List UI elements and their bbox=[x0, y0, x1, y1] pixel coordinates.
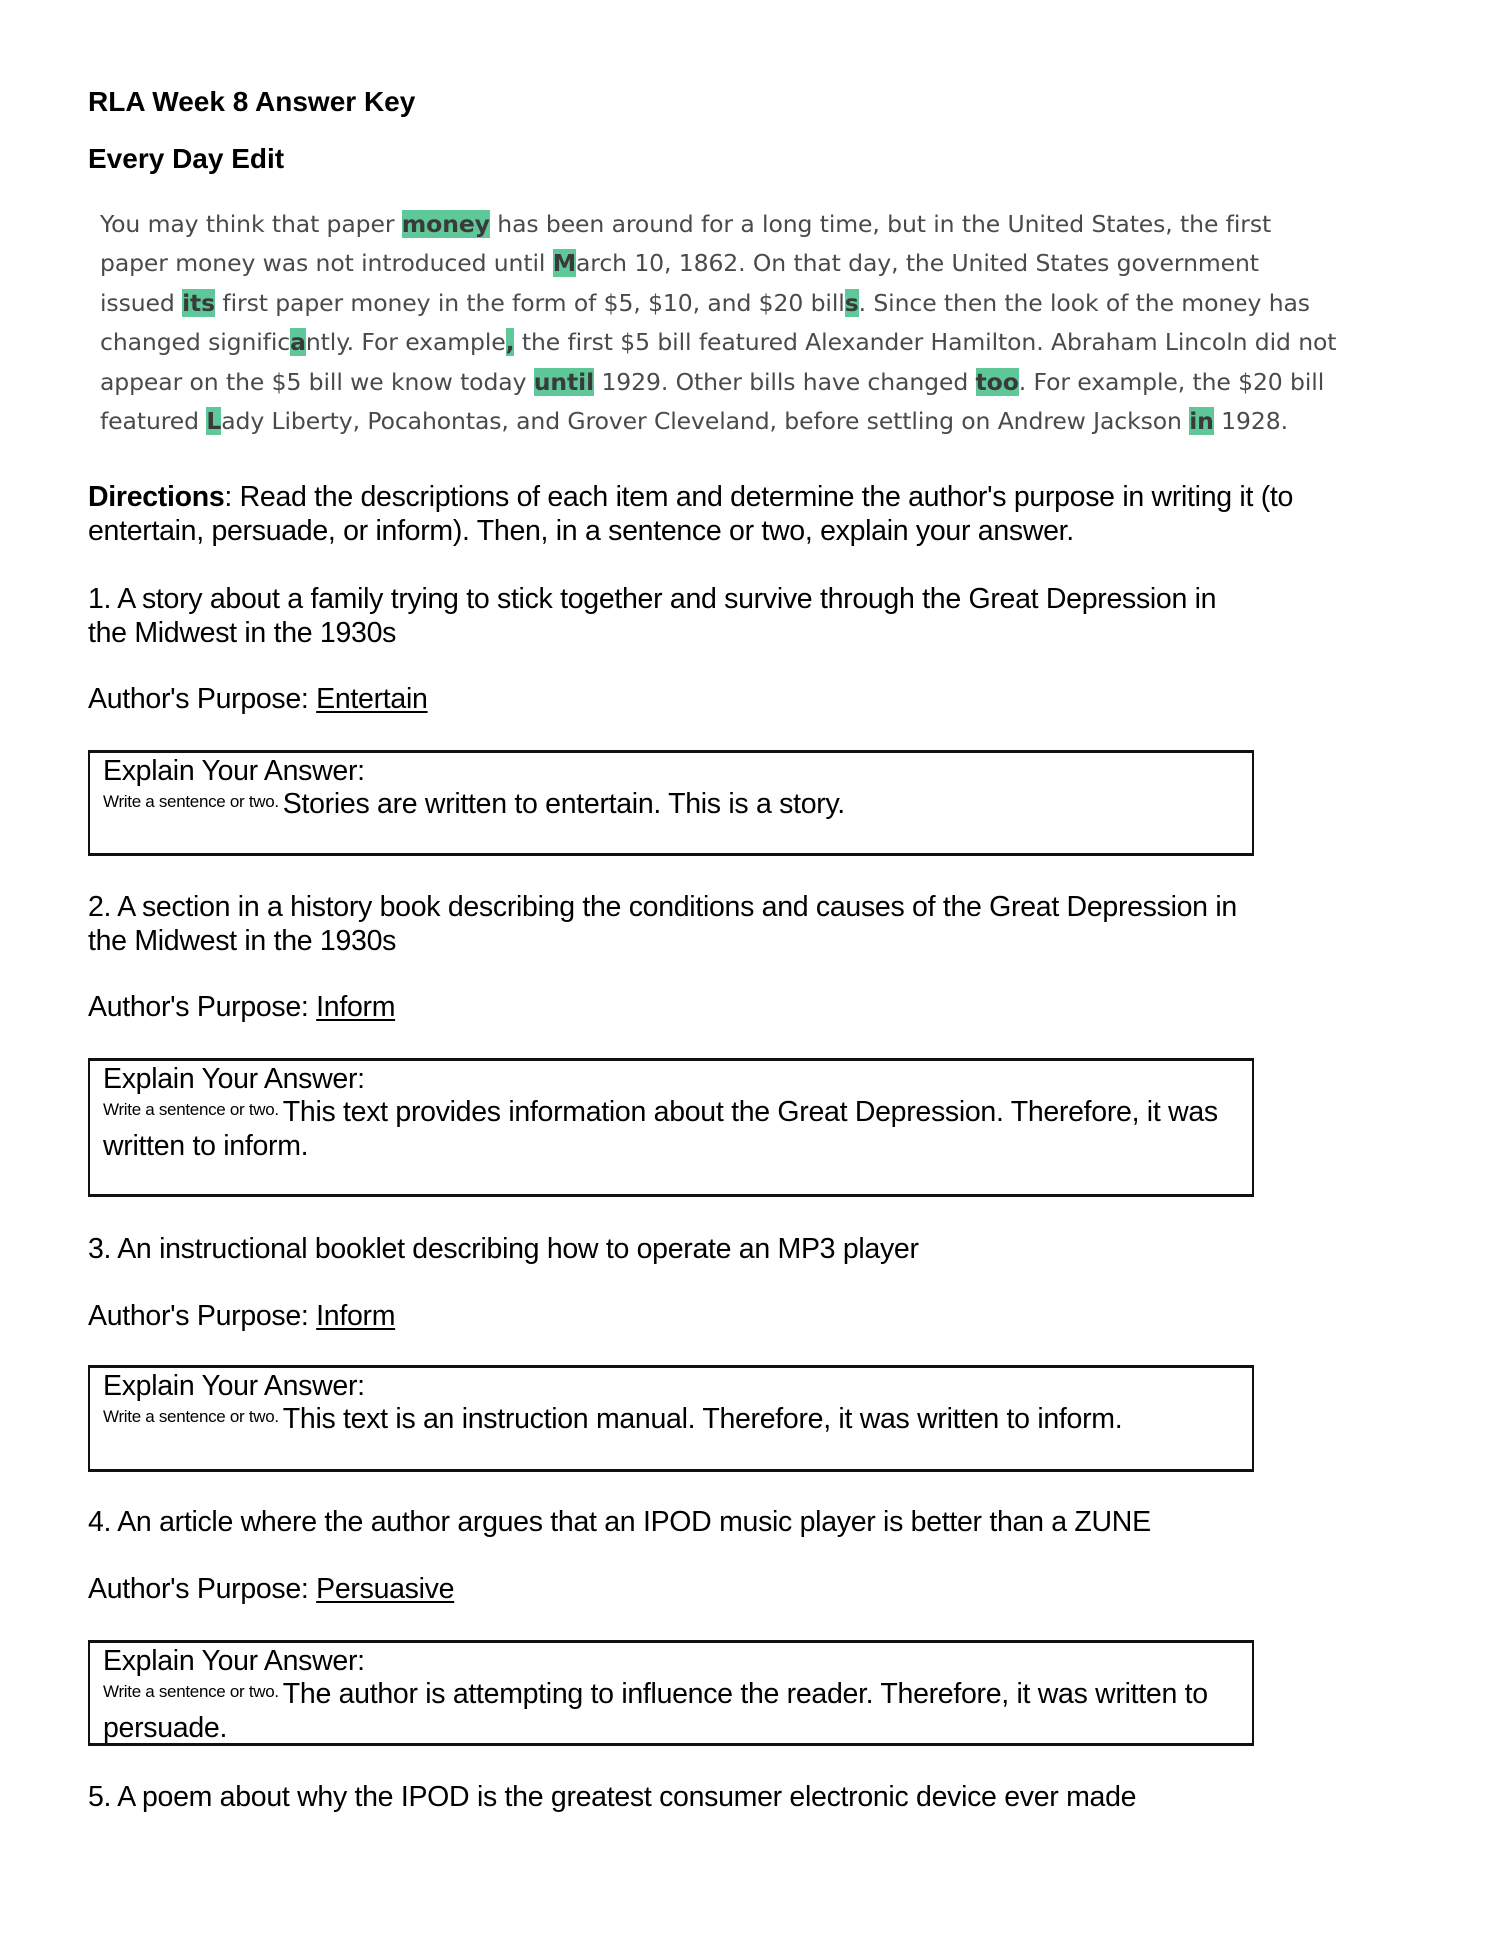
question-4 bbox=[88, 1505, 1151, 1539]
edit-text: the first $5 bill featured Alexander Hamilton. Abraham Lincoln did not bbox=[514, 328, 1337, 357]
answer-text: The author is attempting to influence the reader. Therefore, it was written to persuade. bbox=[103, 1678, 1208, 1744]
edit-text: . Since then the look of the money has bbox=[858, 288, 1310, 317]
every-day-edit-paragraph bbox=[100, 205, 1420, 441]
correction-highlight: M bbox=[552, 249, 576, 278]
edit-text: changed signific bbox=[100, 328, 291, 357]
page-title: RLA Week 8 Answer Key bbox=[88, 86, 416, 117]
question-text: 5. A poem about why the IPOD is the greatest consumer electronic device ever made bbox=[88, 1781, 1137, 1813]
edit-text: 1929. Other bills have changed bbox=[594, 367, 976, 396]
correction-highlight: , bbox=[505, 328, 515, 357]
explain-hint: Write a sentence or two. bbox=[103, 1100, 279, 1119]
section-heading: Every Day Edit bbox=[88, 143, 285, 174]
explain-label: Explain Your Answer: bbox=[103, 1063, 365, 1095]
purpose-label: Author's Purpose: bbox=[88, 991, 317, 1023]
answer-text: This text is an instruction manual. Therefore, it was written to inform. bbox=[282, 1403, 1123, 1435]
purpose-2 bbox=[88, 990, 395, 1024]
correction-highlight: in bbox=[1189, 407, 1214, 436]
explain-hint: Write a sentence or two. bbox=[103, 792, 279, 811]
question-text: 4. An article where the author argues that an IPOD music player is better than a ZUNE bbox=[88, 1506, 1151, 1538]
explain-label: Explain Your Answer: bbox=[103, 755, 365, 787]
edit-line bbox=[100, 402, 1420, 441]
edit-text: issued bbox=[100, 288, 183, 317]
answer-text: This text provides information about the Great Depression. Therefore, it was written to inform. bbox=[103, 1096, 1218, 1162]
edit-text: first paper money in the form of $5, $10, and $20 bill bbox=[215, 288, 845, 317]
edit-line bbox=[100, 363, 1420, 402]
question-text-cont: the Midwest in the 1930s bbox=[88, 925, 397, 957]
question-3 bbox=[88, 1232, 919, 1266]
purpose-answer: Entertain bbox=[316, 683, 428, 715]
correction-highlight: money bbox=[401, 210, 490, 238]
edit-line bbox=[100, 323, 1420, 362]
purpose-3 bbox=[88, 1299, 395, 1333]
question-1 bbox=[88, 582, 1216, 650]
explain-box-3 bbox=[88, 1365, 1254, 1472]
directions-label: Directions bbox=[88, 481, 225, 513]
question-text: 3. An instructional booklet describing how to operate an MP3 player bbox=[88, 1233, 919, 1265]
answer-text: Stories are written to entertain. This is a story. bbox=[282, 788, 845, 820]
purpose-label: Author's Purpose: bbox=[88, 1300, 317, 1332]
purpose-label: Author's Purpose: bbox=[88, 1573, 317, 1605]
purpose-answer: Inform bbox=[316, 1300, 396, 1332]
edit-line bbox=[100, 284, 1420, 323]
question-text: 2. A section in a history book describing the conditions and causes of the Great Depression in bbox=[88, 891, 1237, 923]
explain-hint: Write a sentence or two. bbox=[103, 1682, 279, 1701]
edit-text: arch 10, 1862. On that day, the United States government bbox=[575, 249, 1259, 278]
correction-highlight: too bbox=[975, 367, 1019, 396]
edit-text: You may think that paper bbox=[100, 210, 402, 238]
explain-label: Explain Your Answer: bbox=[103, 1645, 365, 1677]
edit-text: has been around for a long time, but in the United States, the first bbox=[489, 210, 1272, 238]
purpose-1 bbox=[88, 682, 428, 716]
edit-text: 1928. bbox=[1213, 407, 1288, 436]
explain-answer bbox=[103, 1095, 1240, 1163]
question-text-cont: the Midwest in the 1930s bbox=[88, 617, 397, 649]
explain-answer bbox=[103, 787, 1240, 821]
correction-highlight: its bbox=[182, 288, 216, 317]
correction-highlight: a bbox=[290, 328, 306, 357]
explain-box-2 bbox=[88, 1058, 1254, 1197]
explain-label: Explain Your Answer: bbox=[103, 1370, 365, 1402]
correction-highlight: until bbox=[533, 367, 595, 396]
edit-text: paper money was not introduced until bbox=[100, 249, 553, 278]
correction-highlight: s bbox=[844, 288, 859, 317]
question-5 bbox=[88, 1780, 1136, 1814]
purpose-4 bbox=[88, 1572, 454, 1606]
explain-answer bbox=[103, 1677, 1240, 1745]
directions bbox=[88, 480, 1408, 548]
explain-box-4 bbox=[88, 1640, 1254, 1746]
question-text: 1. A story about a family trying to stick together and survive through the Great Depression in bbox=[88, 583, 1217, 615]
explain-box-1 bbox=[88, 750, 1254, 856]
directions-text: : Read the descriptions of each item and determine the author's purpose in writing it (to entertain, persuade, or inform). Then, in a sentence or two, explain your answer. bbox=[88, 481, 1294, 547]
purpose-answer: Persuasive bbox=[316, 1573, 455, 1605]
purpose-answer: Inform bbox=[316, 991, 396, 1023]
edit-text: . For example, the $20 bill bbox=[1018, 367, 1325, 396]
edit-text: ady Liberty, Pocahontas, and Grover Cleveland, before settling on Andrew Jackson bbox=[221, 407, 1190, 436]
edit-text: appear on the $5 bill we know today bbox=[100, 367, 534, 396]
explain-hint: Write a sentence or two. bbox=[103, 1407, 279, 1426]
explain-answer bbox=[103, 1402, 1240, 1436]
edit-text: featured bbox=[100, 407, 207, 436]
question-2 bbox=[88, 890, 1237, 958]
edit-line bbox=[100, 244, 1420, 283]
edit-line bbox=[100, 205, 1420, 244]
purpose-label: Author's Purpose: bbox=[88, 683, 317, 715]
correction-highlight: L bbox=[206, 407, 222, 436]
edit-text: ntly. For example bbox=[305, 328, 506, 357]
